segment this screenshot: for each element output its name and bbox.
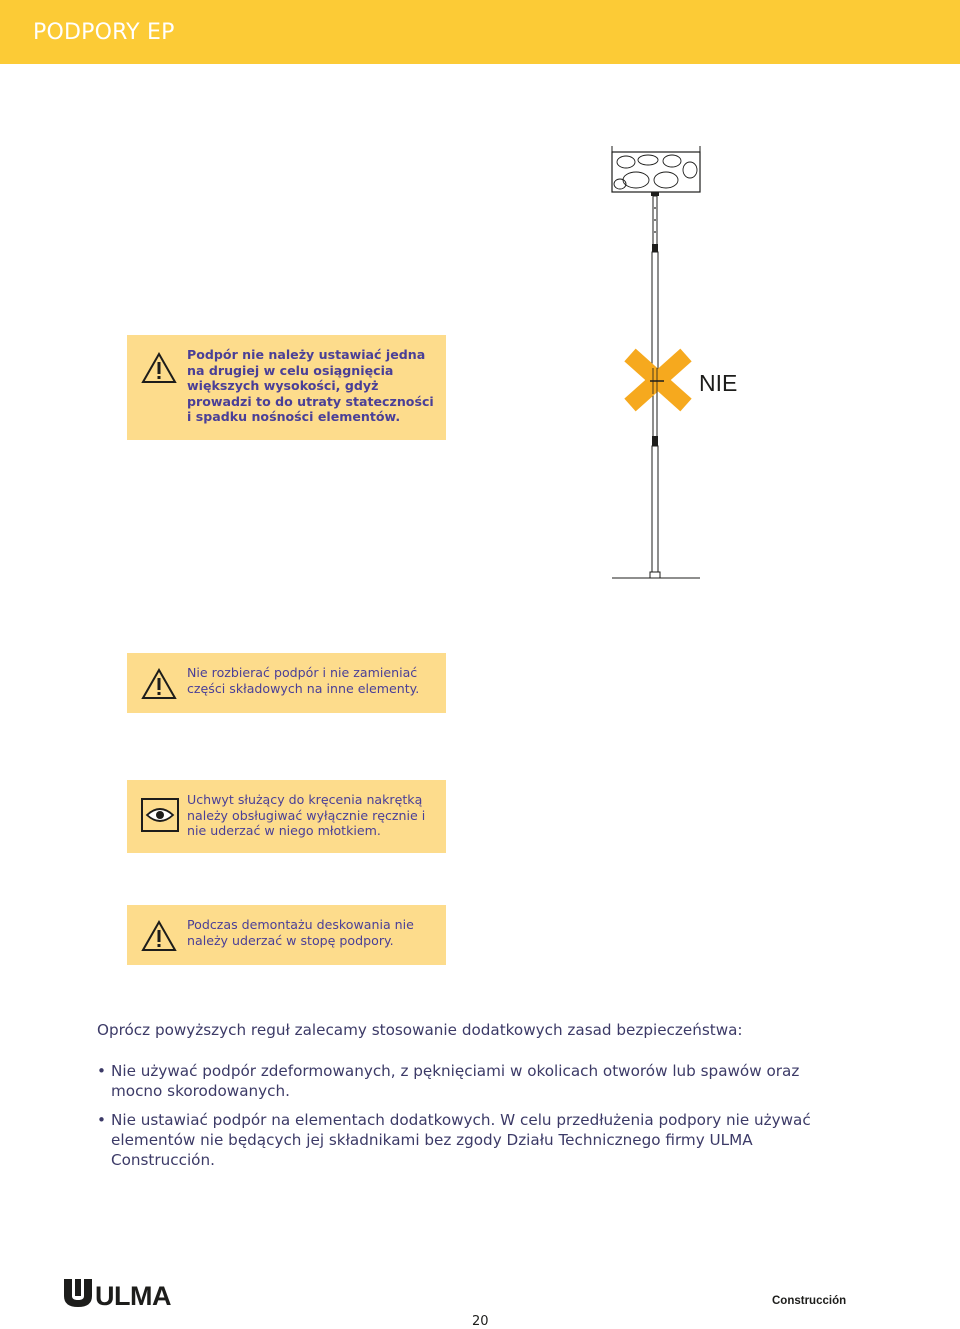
eye-icon [141,798,179,832]
warning-icon [141,668,177,700]
lower-prop [612,384,700,578]
page-number: 20 [472,1314,489,1329]
brand-subtitle: Construcción [772,1295,847,1307]
stacked-props-drawing [600,140,710,590]
logo-text: ULMA [95,1281,171,1311]
page-header [0,0,960,64]
warning-note-stacking [127,335,446,440]
note-text: Uchwyt służący do kręcenia nakrętką należy obsługiwać wyłącznie ręcznie i nie uderzać w niego młotkiem. [187,792,426,838]
list-item [97,1061,827,1101]
warning-icon [141,352,177,384]
note-text: Nie rozbierać podpór i nie zamieniać części składowych na inne elementy. [187,665,420,696]
note-text: Podpór nie należy ustawiać jedna na drugiej w celu osiągnięcia większych wysokości, gdyż prowadzi to do utraty stateczności i spadku nośności elementów. [187,347,434,424]
info-note-handle [127,780,446,853]
bullet-text: Nie używać podpór zdeformowanych, z pęknięciami w okolicach otworów lub spawów oraz mocno skorodowanych. [111,1062,800,1100]
list-item [97,1110,827,1170]
intro-paragraph: Oprócz powyższych reguł zalecamy stosowanie dodatkowych zasad bezpieczeństwa: [97,1021,743,1039]
ulma-logo-icon [63,1278,93,1308]
note-text: Podczas demontażu deskowania nie należy uderzać w stopę podpory. [187,917,414,948]
figure-label: NIE [699,370,738,396]
bullet-icon: • [97,1062,106,1080]
warning-icon [141,920,177,952]
bullet-text: Nie ustawiać podpór na elementach dodatkowych. W celu przedłużenia podpory nie używać elementów nie będących jej składnikami bez zgody Działu Technicznego firmy ULMA Construcción. [111,1111,811,1169]
warning-note-dismantling [127,905,446,965]
warning-note-disassembly [127,653,446,713]
page-title: PODPORY EP [33,20,175,45]
bullet-icon: • [97,1111,106,1129]
concrete-slab [612,146,700,192]
